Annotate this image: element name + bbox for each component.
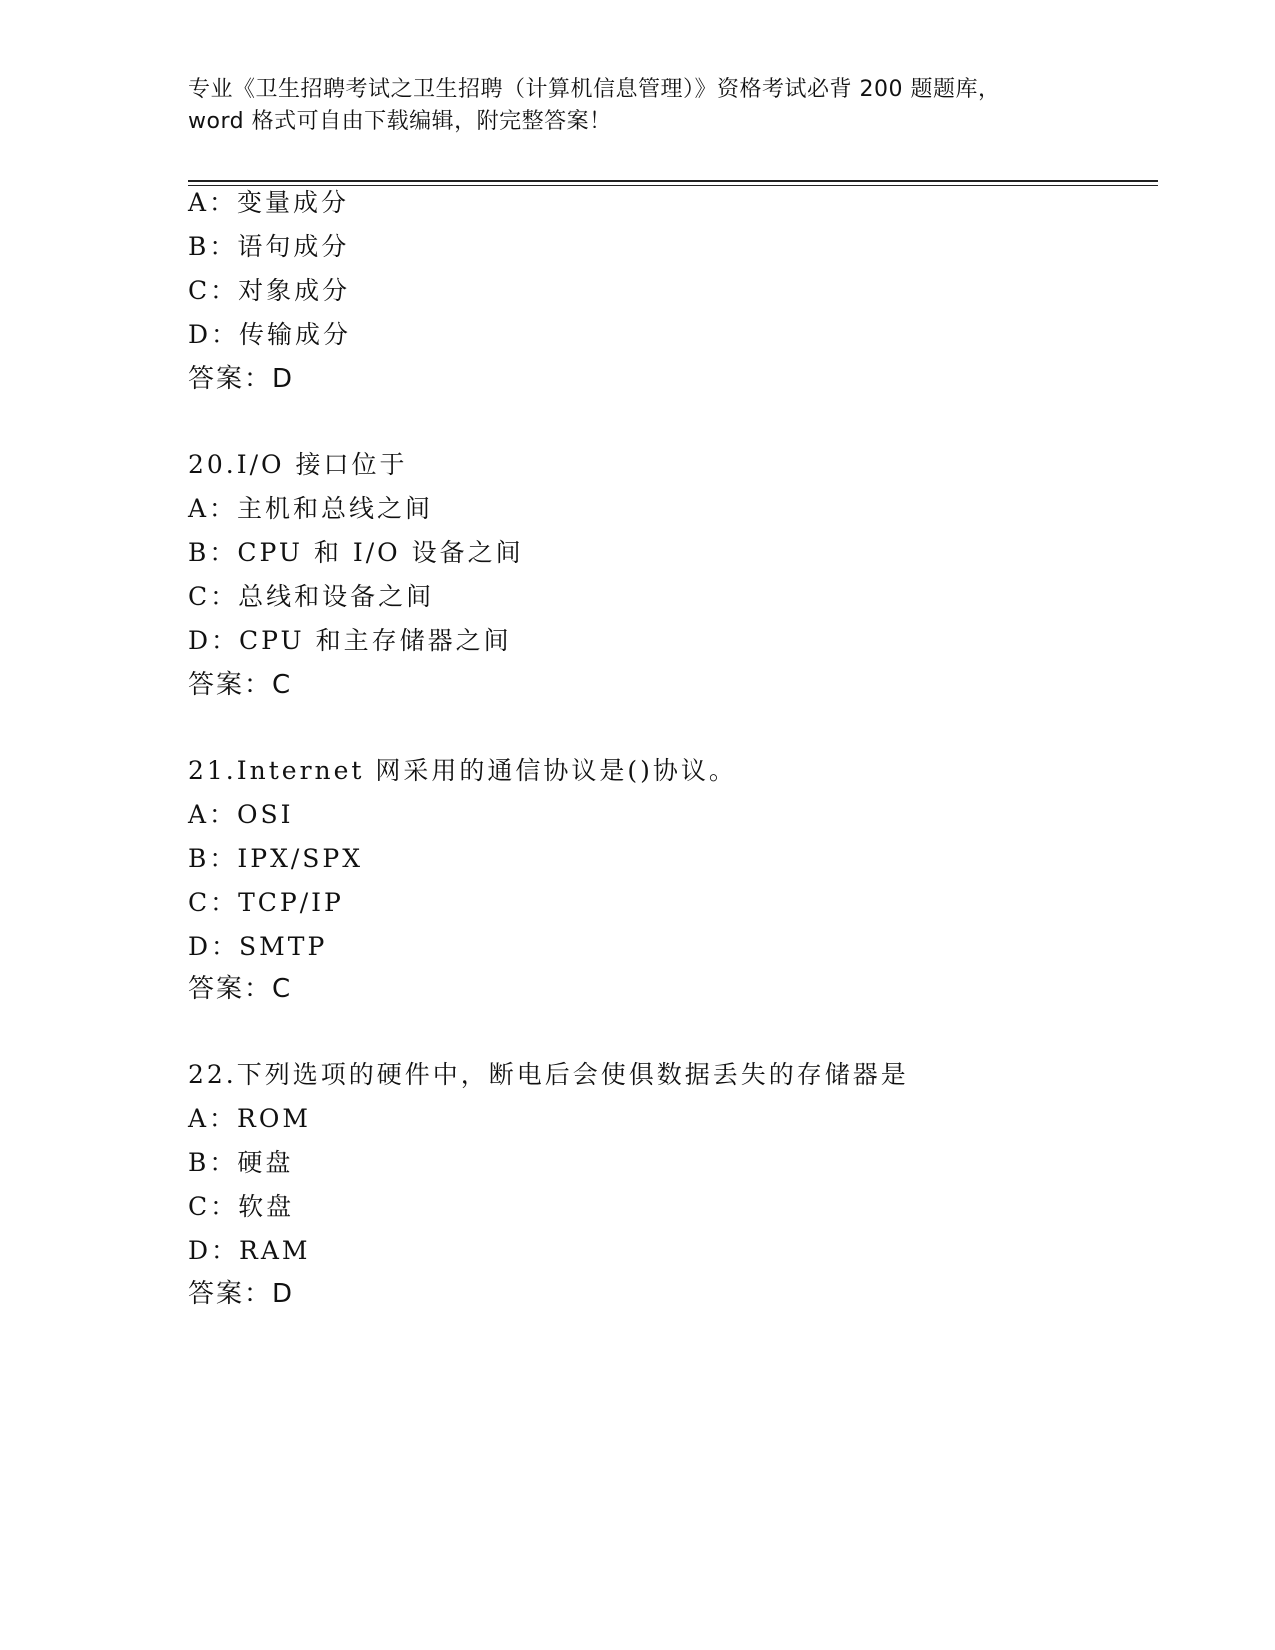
q19-answer: 答案：D xyxy=(188,364,295,394)
q20-option-a: A：主机和总线之间 xyxy=(188,494,434,523)
q21-question: 21.Internet 网采用的通信协议是()协议。 xyxy=(188,756,737,785)
q20-option-d: D：CPU 和主存储器之间 xyxy=(188,626,512,655)
header-line-2: word 格式可自由下载编辑，附完整答案！ xyxy=(188,109,612,134)
q21-option-c: C：TCP/IP xyxy=(188,888,344,917)
q19-option-b: B：语句成分 xyxy=(188,232,350,261)
q20-option-c: C：总线和设备之间 xyxy=(188,582,435,611)
q19-option-c: C：对象成分 xyxy=(188,276,351,305)
q21-answer: 答案：C xyxy=(188,974,293,1004)
q22-option-b: B：硬盘 xyxy=(188,1148,294,1177)
q20-option-b: B：CPU 和 I/O 设备之间 xyxy=(188,538,524,567)
q22-option-c: C：软盘 xyxy=(188,1192,295,1221)
q20-question: 20.I/O 接口位于 xyxy=(188,450,408,479)
document-header xyxy=(188,74,1128,138)
q22-option-d: D：RAM xyxy=(188,1236,311,1265)
header-divider-thick xyxy=(188,180,1158,182)
q19-option-a: A：变量成分 xyxy=(188,188,350,217)
q22-question: 22.下列选项的硬件中，断电后会使俱数据丢失的存储器是 xyxy=(188,1060,909,1089)
q21-option-d: D：SMTP xyxy=(188,932,328,961)
q21-option-a: A：OSI xyxy=(188,800,294,829)
q22-option-a: A：ROM xyxy=(188,1104,311,1133)
q20-answer: 答案：C xyxy=(188,670,293,700)
header-line-1: 专业《卫生招聘考试之卫生招聘（计算机信息管理）》资格考试必背 200 题题库， xyxy=(188,77,1001,102)
q19-option-d: D：传输成分 xyxy=(188,320,352,349)
q22-answer: 答案：D xyxy=(188,1279,295,1309)
q21-option-b: B：IPX/SPX xyxy=(188,844,364,873)
